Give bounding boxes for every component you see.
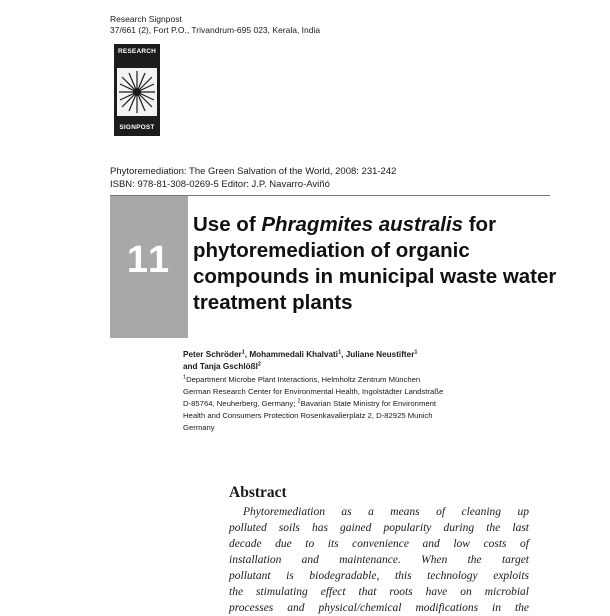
- title-species: Phragmites australis: [261, 213, 464, 236]
- affiliations: [183, 374, 513, 434]
- affil-line: Health and Consumers Protection Rosenkavalierplatz 2, D-82925 Munich: [183, 411, 433, 420]
- author-list: [183, 349, 513, 373]
- publisher-name: Research Signpost: [110, 14, 182, 24]
- affil-mark: 1: [414, 349, 418, 356]
- abstract-line: polluted soils has gained popularity during the last: [229, 522, 529, 534]
- chapter-number: 11: [126, 239, 172, 281]
- affil-mark: 1: [183, 374, 187, 381]
- publisher-address: 37/661 (2), Fort P.O., Trivandrum-695 023, Kerala, India: [110, 25, 321, 35]
- author-separator: ,: [341, 350, 346, 359]
- author-name: Mohammedali Khalvati: [249, 350, 339, 359]
- publisher-logo: [114, 44, 160, 136]
- title-rest: for phytoremediation of organic compounds in municipal waste water treatment plants: [193, 213, 557, 314]
- book-isbn-editor: ISBN: 978-81-308-0269-5 Editor: J.P. Navarro-Aviñó: [110, 179, 330, 190]
- chapter-title: [193, 212, 573, 316]
- affil-mark: 2: [257, 361, 261, 368]
- book-citation: Phytoremediation: The Green Salvation of the World, 2008: 231-242: [110, 166, 397, 177]
- logo-top-text: RESEARCH: [117, 48, 157, 55]
- abstract-heading: Abstract: [229, 484, 287, 501]
- abstract-line: Phytoremediation as a means of cleaning up: [243, 506, 529, 518]
- affil-line: Germany: [183, 423, 215, 432]
- affil-line: D-85764, Neuherberg, Germany; $^2$Bavarian State Ministry for Environment: [183, 398, 437, 408]
- affil-line: $^1$Department Microbe Plant Interactions, Helmholtz Zentrum München: [183, 374, 421, 384]
- author-name: Juliane Neustifter: [345, 350, 415, 359]
- abstract-line: the stimulating effect that roots have on microbial: [229, 586, 529, 598]
- affil-line: German Research Center for Environmental Health, Ingolstädter Landstraße: [183, 387, 444, 396]
- publisher-block: [110, 14, 320, 36]
- abstract-line: processes and physical/chemical modifications in the: [229, 602, 529, 614]
- sunburst-icon: [117, 68, 157, 116]
- author-line-2: [183, 361, 513, 373]
- author-separator: ,: [244, 350, 250, 359]
- author-line-1: [183, 349, 513, 361]
- author-name: and Tanja Gschlößl: [183, 362, 258, 371]
- abstract-line: decade due to its convenience and low costs of: [229, 538, 529, 550]
- affil-mark: 2: [297, 398, 301, 405]
- chapter-number-box: [110, 196, 188, 338]
- author-name: Peter Schröder: [183, 350, 242, 359]
- logo-bottom-text: SIGNPOST: [119, 124, 155, 131]
- abstract-body: [229, 504, 529, 616]
- affil-mark: 1: [338, 349, 342, 356]
- book-info: [110, 165, 396, 191]
- abstract-line: pollutant is biodegradable, this technology exploits: [229, 570, 529, 582]
- abstract-line: installation and maintenance. When the target: [229, 554, 529, 566]
- affil-mark: 1: [241, 349, 245, 356]
- title-prefix: Use of: [193, 213, 262, 236]
